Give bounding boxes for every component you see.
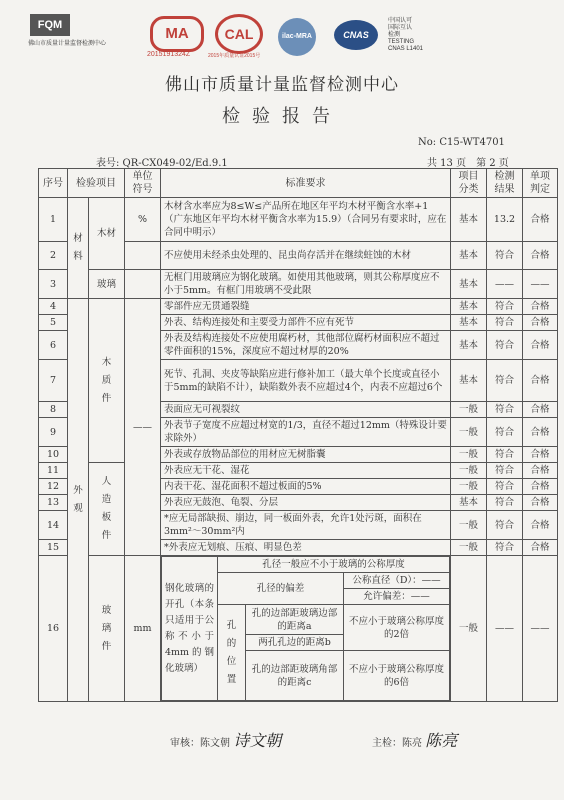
row-category: 一般 bbox=[451, 463, 487, 479]
row-requirement: 外表应无干花、湿花 bbox=[161, 463, 451, 479]
distance-ab-req: 不应小于玻璃公称厚度的2倍 bbox=[344, 605, 450, 651]
cal-seal: CAL bbox=[215, 14, 263, 54]
row-category: 一般 bbox=[451, 418, 487, 447]
row-result: 符合 bbox=[487, 495, 523, 511]
table-header-row bbox=[39, 169, 558, 198]
cal-number: 2015年质量认证2015号 bbox=[208, 53, 261, 59]
row-requirement: 外表节子宽度不应超过材宽的1/3，直径不超过12mm（特殊设计要求除外） bbox=[161, 418, 451, 447]
cnas-caption: 中国认可 国际互认 检测 TESTING CNAS L1401 bbox=[388, 18, 424, 52]
row-unit: % bbox=[125, 198, 161, 242]
row-no: 4 bbox=[39, 299, 68, 315]
row-judgement: 合格 bbox=[523, 447, 558, 463]
row-no: 15 bbox=[39, 540, 68, 556]
row-category: 基本 bbox=[451, 360, 487, 402]
row-no: 16 bbox=[39, 556, 68, 702]
row-unit: mm bbox=[125, 556, 161, 702]
row-no: 10 bbox=[39, 447, 68, 463]
group-glass-parts: 玻璃件 bbox=[89, 556, 125, 702]
distance-b-label: 两孔孔边的距离b bbox=[246, 635, 344, 651]
row-category: 基本 bbox=[451, 198, 487, 242]
row-no: 5 bbox=[39, 315, 68, 331]
reviewer-signature-block bbox=[170, 728, 281, 751]
row-category: 一般 bbox=[451, 479, 487, 495]
fqm-logo-caption: 佛山市质量计量监督检测中心 bbox=[28, 41, 107, 47]
row-requirement: 外表、结构连接处和主要受力部件不应有死节 bbox=[161, 315, 451, 331]
header-result: 检测结果 bbox=[487, 169, 523, 198]
row-result: 符合 bbox=[487, 402, 523, 418]
row-requirement: 无框门用玻璃应为钢化玻璃。如使用其他玻璃，则其公称厚度应不小于5mm。有框门用玻璃不受此限 bbox=[161, 270, 451, 299]
row-no: 8 bbox=[39, 402, 68, 418]
row-requirement: 外表或存放物品部位的用材应无树脂囊 bbox=[161, 447, 451, 463]
hole-deviation-label: 孔径的偏差 bbox=[218, 573, 344, 605]
row-requirement: 木材含水率应为8≤W≤产品所在地区年平均木材平衡含水率+1（广东地区年平均木材平衡含水率为15.9）（合同另有要求时，应在合同中明示） bbox=[161, 198, 451, 242]
row-category: 一般 bbox=[451, 402, 487, 418]
row-requirement: 外表应无鼓泡、龟裂、分层 bbox=[161, 495, 451, 511]
reviewer-signature: 诗文朝 bbox=[233, 731, 282, 750]
table-row-16 bbox=[39, 556, 558, 702]
row-unit bbox=[125, 270, 161, 299]
row-category: 一般 bbox=[451, 447, 487, 463]
form-number: 表号: QR-CX049-02/Ed.9.1 bbox=[96, 158, 228, 169]
hole-position-label: 孔的位置 bbox=[218, 605, 246, 701]
row-category: 一般 bbox=[451, 556, 487, 702]
row-no: 7 bbox=[39, 360, 68, 402]
row-no: 13 bbox=[39, 495, 68, 511]
row-result: —— bbox=[487, 556, 523, 702]
cma-seal: MA bbox=[150, 16, 204, 52]
group-appearance: 外观 bbox=[68, 299, 89, 702]
row-no: 14 bbox=[39, 511, 68, 540]
reviewer-name: 陈文朝 bbox=[200, 738, 230, 749]
group-material: 材料 bbox=[68, 198, 89, 299]
row-judgement: 合格 bbox=[523, 418, 558, 447]
row-no: 12 bbox=[39, 479, 68, 495]
row-result: 符合 bbox=[487, 540, 523, 556]
row-result: 符合 bbox=[487, 511, 523, 540]
row-judgement: 合格 bbox=[523, 463, 558, 479]
row-result: —— bbox=[487, 270, 523, 299]
row-unit bbox=[125, 242, 161, 270]
row-category: 一般 bbox=[451, 540, 487, 556]
row-result: 符合 bbox=[487, 299, 523, 315]
row-requirement: *应无局部缺损、崩边，同一板面外表，允许1处污斑，面积在3mm²～30mm²内 bbox=[161, 511, 451, 540]
row-category: 基本 bbox=[451, 242, 487, 270]
row-no: 3 bbox=[39, 270, 68, 299]
row-no: 1 bbox=[39, 198, 68, 242]
row-judgement: 合格 bbox=[523, 315, 558, 331]
header-judgement: 单项判定 bbox=[523, 169, 558, 198]
row-result: 符合 bbox=[487, 479, 523, 495]
page-info: 共 13 页 第 2 页 bbox=[427, 158, 509, 169]
row-category: 一般 bbox=[451, 511, 487, 540]
row-no: 6 bbox=[39, 331, 68, 360]
row-judgement: 合格 bbox=[523, 198, 558, 242]
header-seq: 序号 bbox=[39, 169, 68, 198]
row-judgement: 合格 bbox=[523, 299, 558, 315]
row16-requirement bbox=[161, 556, 451, 702]
supervisor-signature-block bbox=[372, 728, 457, 751]
distance-c-req: 不应小于玻璃公称厚度的6倍 bbox=[344, 651, 450, 701]
row-judgement: 合格 bbox=[523, 402, 558, 418]
row-judgement: 合格 bbox=[523, 331, 558, 360]
header-requirement: 标准要求 bbox=[161, 169, 451, 198]
row-judgement: 合格 bbox=[523, 360, 558, 402]
row-result: 13.2 bbox=[487, 198, 523, 242]
row-judgement: 合格 bbox=[523, 479, 558, 495]
row-category: 基本 bbox=[451, 270, 487, 299]
ilac-mra-logo: ilac-MRA bbox=[278, 18, 316, 56]
fqm-logo: FQM bbox=[30, 14, 70, 36]
row-category: 基本 bbox=[451, 495, 487, 511]
group-wood: 木材 bbox=[89, 198, 125, 270]
row-requirement: 零部件应无贯通裂缝 bbox=[161, 299, 451, 315]
cnas-logo: CNAS bbox=[334, 20, 378, 50]
glass-hole-requirements bbox=[161, 556, 450, 701]
table-row bbox=[39, 299, 558, 315]
row-category: 基本 bbox=[451, 299, 487, 315]
glass-hole-description: 钢化玻璃的开孔（本条只适用于公称不小于4mm的钢化玻璃） bbox=[162, 557, 218, 701]
header-unit: 单位符号 bbox=[125, 169, 161, 198]
row-judgement: 合格 bbox=[523, 511, 558, 540]
row-requirement: 死节、孔洞、夹皮等缺陷应进行修补加工（最大单个长度或直径小于5mm的缺陷不计），缺陷数外表不应超过4个，内表不应超过6个 bbox=[161, 360, 451, 402]
allowed-deviation: 允许偏差：—— bbox=[344, 589, 450, 605]
inspection-table bbox=[38, 168, 558, 702]
supervisor-name: 陈亮 bbox=[402, 738, 422, 749]
distance-c-label: 孔的边部距玻璃角部的距离c bbox=[246, 651, 344, 701]
row-result: 符合 bbox=[487, 360, 523, 402]
row-requirement: *外表应无划痕、压痕、明显色差 bbox=[161, 540, 451, 556]
row-requirement: 外表及结构连接处不应使用腐朽材，其他部位腐朽材面积应不超过零件面积的15%，深度应不超过材厚的20% bbox=[161, 331, 451, 360]
row-judgement: 合格 bbox=[523, 540, 558, 556]
row-judgement: 合格 bbox=[523, 242, 558, 270]
table-row bbox=[39, 198, 558, 242]
row-category: 基本 bbox=[451, 331, 487, 360]
hole-diameter-req: 孔径一般应不小于玻璃的公称厚度 bbox=[218, 557, 450, 573]
nominal-diameter: 公称直径（D）：—— bbox=[344, 573, 450, 589]
row-judgement: —— bbox=[523, 270, 558, 299]
row-result: 符合 bbox=[487, 447, 523, 463]
wood-parts-unit: —— bbox=[125, 299, 161, 556]
report-number: No: C15-WT4701 bbox=[418, 137, 505, 148]
row-requirement: 内表干花、湿花面积不超过板面的5% bbox=[161, 479, 451, 495]
row-requirement: 不应使用未经杀虫处理的、昆虫尚存活并在继续蛀蚀的木材 bbox=[161, 242, 451, 270]
group-artificial-board: 人造板件 bbox=[89, 463, 125, 556]
row-result: 符合 bbox=[487, 315, 523, 331]
table-row bbox=[39, 463, 558, 479]
row-judgement: —— bbox=[523, 556, 558, 702]
group-glass: 玻璃 bbox=[89, 270, 125, 299]
row-no: 2 bbox=[39, 242, 68, 270]
reviewer-label: 审核： bbox=[170, 738, 200, 749]
row-no: 9 bbox=[39, 418, 68, 447]
group-wood-parts: 木质件 bbox=[89, 299, 125, 463]
row-requirement: 表面应无可视裂纹 bbox=[161, 402, 451, 418]
distance-a-label: 孔的边部距玻璃边部的距离a bbox=[246, 605, 344, 635]
row-judgement: 合格 bbox=[523, 495, 558, 511]
supervisor-signature: 陈亮 bbox=[425, 731, 458, 750]
row-category: 基本 bbox=[451, 315, 487, 331]
row-result: 符合 bbox=[487, 242, 523, 270]
table-row bbox=[39, 270, 558, 299]
organization-title: 佛山市质量计量监督检测中心 bbox=[165, 75, 399, 95]
row-result: 符合 bbox=[487, 463, 523, 479]
row-result: 符合 bbox=[487, 418, 523, 447]
document-title: 检验报告 bbox=[222, 106, 342, 127]
cma-number: 2015191324Z bbox=[147, 51, 191, 58]
header-item: 检验项目 bbox=[68, 169, 125, 198]
row-result: 符合 bbox=[487, 331, 523, 360]
row-no: 11 bbox=[39, 463, 68, 479]
header-category: 项目分类 bbox=[451, 169, 487, 198]
supervisor-label: 主检： bbox=[372, 738, 402, 749]
